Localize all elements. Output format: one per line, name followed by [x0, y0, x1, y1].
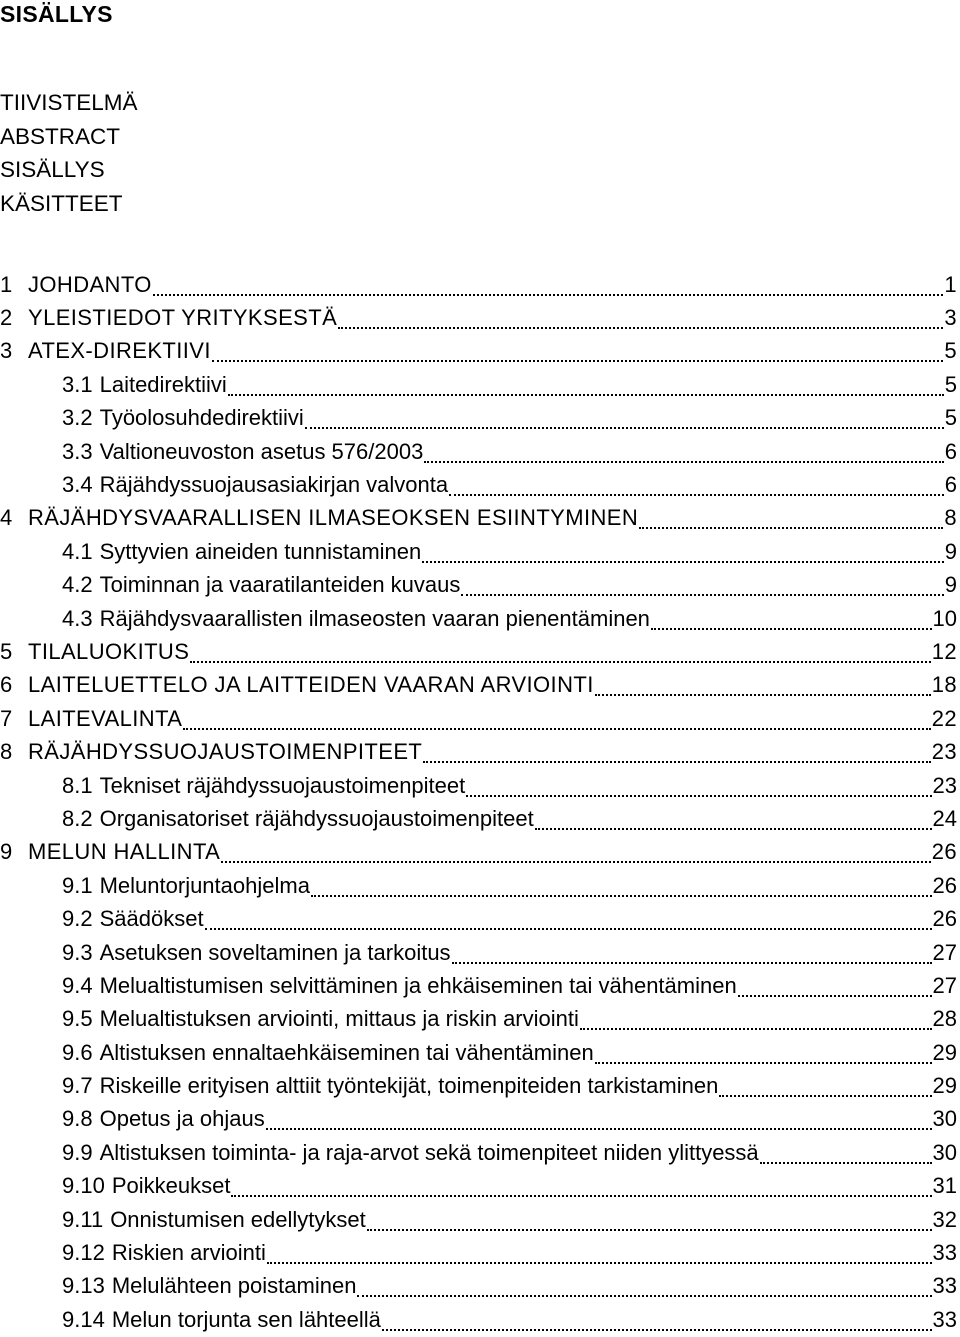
toc-entry-page: 27 [932, 939, 957, 965]
toc-entry-label: Riskien arviointi [111, 1240, 266, 1266]
dot-leader [719, 1073, 931, 1097]
toc-entry[interactable] [0, 1270, 960, 1303]
toc-entry-number: 9.7 [62, 1073, 93, 1099]
toc-entry-page: 28 [932, 1006, 957, 1032]
toc-entry[interactable] [0, 569, 960, 602]
toc-entry[interactable] [0, 535, 960, 568]
toc-entry[interactable] [0, 1003, 960, 1036]
toc-entry-page: 23 [932, 772, 957, 798]
toc-entry-label: Toiminnan ja vaaratilanteiden kuvaus [99, 572, 461, 598]
dot-leader [738, 973, 932, 997]
toc-entry-number: 3.1 [62, 371, 93, 397]
toc-entry-page: 12 [931, 638, 957, 664]
front-matter-item: TIIVISTELMÄ [0, 90, 138, 115]
toc-entry-page: 22 [931, 705, 957, 731]
toc-entry-number: 8.2 [62, 805, 93, 831]
toc-entry-label: TILALUOKITUS [28, 638, 190, 664]
toc-entry-label: RÄJÄHDYSSUOJAUSTOIMENPITEET [28, 739, 423, 765]
toc-entry-label: Työolosuhdedirektiivi [99, 405, 304, 431]
toc-entry-label: Syttyvien aineiden tunnistaminen [99, 538, 422, 564]
toc-entry-page: 27 [932, 972, 957, 998]
toc-entry-label: MELUN HALLINTA [28, 839, 221, 865]
dot-leader [595, 672, 931, 696]
front-matter-item: ABSTRACT [0, 123, 121, 149]
dot-leader [535, 806, 932, 830]
front-matter-item: KÄSITTEET [0, 190, 123, 216]
dot-leader [231, 1173, 931, 1197]
toc-entry-label: YLEISTIEDOT YRITYKSESTÄ [28, 305, 338, 331]
toc-entry-page: 5 [944, 338, 957, 364]
toc-entry-number: 9.5 [62, 1006, 93, 1032]
toc-entry[interactable] [0, 268, 960, 301]
dot-leader [595, 1040, 932, 1064]
toc-entry-number: 6 [0, 672, 13, 698]
dot-leader [305, 405, 944, 429]
toc-entry-number: 9.6 [62, 1039, 93, 1065]
dot-leader [221, 839, 930, 863]
toc-entry-page: 32 [932, 1206, 957, 1232]
toc-entry[interactable] [0, 368, 960, 401]
toc-entry[interactable] [0, 1303, 960, 1336]
toc-entry-label: Laitedirektiivi [99, 371, 227, 397]
toc-entry-page: 6 [944, 438, 957, 464]
toc-entry[interactable] [0, 1069, 960, 1102]
toc-entry[interactable] [0, 1236, 960, 1269]
toc-entry-number: 9.11 [62, 1206, 104, 1232]
toc-entry-page: 33 [932, 1306, 957, 1332]
toc-entry-label: Asetuksen soveltaminen ja tarkoitus [99, 939, 451, 965]
toc-entry-page: 30 [932, 1106, 957, 1132]
toc-entry[interactable] [0, 802, 960, 835]
toc-entry-number: 7 [0, 705, 13, 731]
toc-entry-number: 4.1 [62, 538, 93, 564]
dot-leader [153, 272, 944, 296]
dot-leader [466, 773, 931, 797]
dot-leader [266, 1106, 932, 1130]
toc-entry-label: LAITELUETTELO JA LAITTEIDEN VAARAN ARVIOINTI [28, 672, 594, 698]
toc-entry-page: 33 [932, 1240, 957, 1266]
dot-leader [580, 1006, 932, 1030]
toc-entry-page: 5 [944, 371, 957, 397]
toc-entry-number: 4.2 [62, 572, 93, 598]
toc-entry[interactable] [0, 301, 960, 334]
toc-entry-page: 10 [932, 605, 957, 631]
dot-leader [423, 739, 930, 763]
toc-entry-page: 29 [932, 1039, 957, 1065]
toc-entry-page: 26 [932, 872, 957, 898]
toc-entry-label: RÄJÄHDYSVAARALLISEN ILMASEOKSEN ESIINTYMINEN [28, 505, 639, 531]
toc-entry[interactable] [0, 936, 960, 969]
dot-leader [205, 906, 932, 930]
toc-entry-number: 3.4 [62, 472, 93, 498]
toc-entry[interactable] [0, 435, 960, 468]
toc-entry-number: 9.3 [62, 939, 93, 965]
toc-entry-number: 8.1 [62, 772, 93, 798]
toc-entry-number: 9.1 [62, 872, 93, 898]
toc-entry-number: 3 [0, 338, 13, 364]
dot-leader [639, 505, 943, 529]
toc-entry[interactable] [0, 502, 960, 535]
toc-entry-label: Säädökset [99, 906, 204, 932]
toc-entry-page: 23 [931, 739, 957, 765]
toc-entry[interactable] [0, 869, 960, 902]
toc-entry[interactable] [0, 902, 960, 935]
toc-entry-number: 3.2 [62, 405, 93, 431]
dot-leader [311, 873, 932, 897]
toc-entry-label: Poikkeukset [111, 1173, 231, 1199]
toc-entry-label: ATEX-DIREKTIIVI [28, 338, 211, 364]
toc-entry-label: LAITEVALINTA [28, 705, 183, 731]
toc-entry-label: Melun torjunta sen lähteellä [111, 1306, 381, 1332]
toc-entry[interactable] [0, 635, 960, 668]
dot-leader [382, 1307, 932, 1331]
toc-entry-label: Räjähdyssuojausasiakirjan valvonta [99, 472, 449, 498]
dot-leader [424, 439, 943, 463]
toc-entry[interactable] [0, 969, 960, 1002]
toc-entry-page: 30 [932, 1139, 957, 1165]
toc-entry-page: 5 [944, 405, 957, 431]
toc-entry[interactable] [0, 1136, 960, 1169]
toc-entry[interactable] [0, 1103, 960, 1136]
dot-leader [452, 940, 932, 964]
dot-leader [422, 539, 944, 563]
toc-entry-page: 18 [931, 672, 957, 698]
toc-entry[interactable] [0, 468, 960, 501]
toc-entry-label: Altistuksen toiminta- ja raja-arvot sekä toimenpiteet niiden ylittyessä [99, 1139, 759, 1165]
front-matter-item: SISÄLLYS [0, 157, 105, 182]
toc-entry-number: 9.9 [62, 1139, 93, 1165]
toc-entry-number: 4.3 [62, 605, 93, 631]
dot-leader [367, 1207, 932, 1231]
toc-entry[interactable] [0, 735, 960, 768]
dot-leader [449, 472, 944, 496]
toc-entry-page: 8 [944, 505, 957, 531]
toc-entry-page: 26 [931, 839, 957, 865]
toc-entry-label: Opetus ja ohjaus [99, 1106, 265, 1132]
toc-entry-label: JOHDANTO [28, 271, 152, 297]
toc-entry-number: 9.2 [62, 906, 93, 932]
toc-entry[interactable] [0, 669, 960, 702]
toc-entry-label: Tekniset räjähdyssuojaustoimenpiteet [99, 772, 466, 798]
toc-entry-number: 9.4 [62, 972, 93, 998]
toc-entry-page: 29 [932, 1073, 957, 1099]
toc-entry[interactable] [0, 1170, 960, 1203]
dot-leader [651, 606, 932, 630]
toc-entry-number: 5 [0, 638, 13, 664]
toc-entry-number: 9.14 [62, 1306, 105, 1332]
toc-entry-page: 3 [944, 305, 957, 331]
toc-entry-label: Melualtistumisen selvittäminen ja ehkäiseminen tai vähentäminen [99, 972, 737, 998]
dot-leader [267, 1240, 932, 1264]
dot-leader [190, 639, 930, 663]
toc-entry[interactable] [0, 1203, 960, 1236]
toc-entry[interactable] [0, 702, 960, 735]
toc-entry-page: 9 [944, 572, 957, 598]
toc-entry-label: Räjähdysvaarallisten ilmaseosten vaaran pienentäminen [99, 605, 650, 631]
toc-entry-page: 1 [944, 271, 957, 297]
toc-entry-number: 8 [0, 739, 13, 765]
toc-entry-number: 4 [0, 505, 13, 531]
toc-entry-number: 1 [0, 271, 13, 297]
toc-entry-label: Organisatoriset räjähdyssuojaustoimenpiteet [99, 805, 534, 831]
toc-entry-page: 9 [944, 538, 957, 564]
table-of-contents [0, 268, 960, 1337]
toc-entry-number: 9.13 [62, 1273, 105, 1299]
toc-entry-page: 31 [932, 1173, 957, 1199]
toc-entry-label: Onnistumisen edellytykset [110, 1206, 366, 1232]
toc-entry[interactable] [0, 836, 960, 869]
dot-leader [212, 338, 944, 362]
dot-leader [228, 372, 944, 396]
dot-leader [461, 572, 943, 596]
dot-leader [760, 1140, 932, 1164]
toc-entry-number: 9.8 [62, 1106, 93, 1132]
toc-entry[interactable] [0, 769, 960, 802]
toc-entry-number: 9.10 [62, 1173, 105, 1199]
page-title: SISÄLLYS [0, 1, 113, 27]
toc-entry-page: 26 [932, 906, 957, 932]
toc-entry-page: 6 [944, 472, 957, 498]
dot-leader [338, 305, 943, 329]
toc-entry-page: 24 [932, 805, 957, 831]
toc-entry[interactable] [0, 402, 960, 435]
toc-entry-number: 2 [0, 305, 13, 331]
toc-entry[interactable] [0, 1036, 960, 1069]
toc-entry-label: Melulähteen poistaminen [111, 1273, 357, 1299]
toc-entry-label: Melualtistuksen arviointi, mittaus ja riskin arviointi [99, 1006, 579, 1032]
front-matter-list [0, 86, 138, 220]
dot-leader [357, 1273, 931, 1297]
toc-entry-number: 3.3 [62, 438, 93, 464]
toc-entry-label: Meluntorjuntaohjelma [99, 872, 310, 898]
toc-entry-number: 9 [0, 839, 13, 865]
toc-entry-label: Valtioneuvoston asetus 576/2003 [99, 438, 424, 464]
toc-entry-label: Altistuksen ennaltaehkäiseminen tai vähentäminen [99, 1039, 594, 1065]
toc-entry-page: 33 [932, 1273, 957, 1299]
toc-entry-label: Riskeille erityisen alttiit työntekijät, toimenpiteiden tarkistaminen [99, 1073, 719, 1099]
toc-entry[interactable] [0, 335, 960, 368]
dot-leader [183, 706, 930, 730]
toc-entry[interactable] [0, 602, 960, 635]
toc-entry-number: 9.12 [62, 1240, 105, 1266]
